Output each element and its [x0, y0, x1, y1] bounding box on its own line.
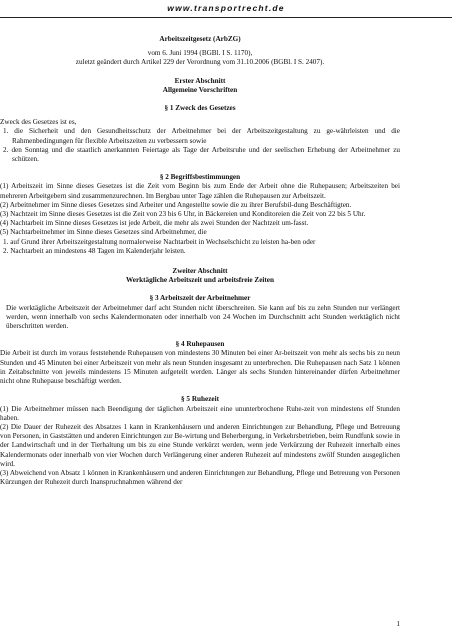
paragraph-1-list: [0, 127, 400, 164]
paragraph-5-title: § 5 Ruhezeit: [181, 395, 219, 404]
paragraph-2-text: (2) Arbeitnehmer im Sinne dieses Gesetzes sind Arbeiter und Angestellte sowie die zu ihrer Berufsbil-dung Beschäftigten.: [0, 200, 352, 209]
list-item: 1. auf Grund ihrer Arbeitszeitgestaltung normalerweise Nachtarbeit in Wechselschicht zu leisten ha-ben oder: [3, 237, 316, 246]
page-number: 1: [396, 620, 400, 628]
document-title: Arbeitszeitgesetz (ArbZG): [159, 35, 241, 43]
section-1-subheading: Allgemeine Vorschriften: [162, 85, 238, 94]
paragraph-2-list: [0, 238, 400, 256]
paragraph-1-title: § 1 Zweck des Gesetzes: [164, 104, 236, 113]
date-line-2: zuletzt geändert durch Artikel 229 der Verordnung vom 31.10.2006 (BGBl. I S. 2407).: [75, 58, 325, 67]
paragraph-5-text: (3) Abweichend von Absatz 1 können in Krankenhäusern und anderen Einrichtungen zur Behandlung, Pflege und Betreuung von Personen Kürzungen der Ruhezeit durch Inanspruchnahmen während der: [0, 468, 400, 487]
paragraph-3-title: § 3 Arbeitszeit der Arbeitnehmer: [149, 294, 251, 303]
list-item: 2. Nachtarbeit an mindestens 48 Tagen im Kalenderjahr leisten.: [3, 246, 186, 255]
paragraph-2-text: (3) Nachtzeit im Sinne dieses Gesetzes ist die Zeit von 23 bis 6 Uhr, in Bäckereien und Konditoreien die Zeit von 22 bis 5 Uhr.: [0, 210, 366, 219]
paragraph-4-text: Die Arbeit ist durch im voraus feststehende Ruhepausen von mindestens 30 Minuten bei einer Ar-beitszeit von mehr als sechs bis zu neun Stunden und 45 Minuten bei einer Arbeitszeit von mehr als neun Stunden insgesamt zu unterbrechen. Die Ruhepausen nach Satz 1 können in Zeitabschnitte von jeweils mindestens 15 Minuten aufgeteilt werden. Länger als sechs Stunden hintereinander dürfen Arbeitnehmer nicht ohne Ruhepause beschäftigt werden.: [0, 349, 400, 386]
document-body: [0, 35, 400, 487]
paragraph-3-text: Die werktägliche Arbeitszeit der Arbeitnehmer darf acht Stunden nicht überschreiten. Sie kann auf bis zu zehn Stunden nur verlängert werden, wenn innerhalb von sechs Kalendermonaten oder innerhalb von 24 Wochen im Durchschnitt acht Stunden werktäglich nicht überschritten werden.: [6, 303, 400, 331]
site-header: www.transportrecht.de: [167, 3, 285, 13]
section-2-subheading: Werktägliche Arbeitszeit und arbeitsfreie Zeiten: [126, 276, 274, 285]
paragraph-1-intro: Zweck des Gesetzes ist es,: [0, 118, 77, 127]
paragraph-5-text: (2) Die Dauer der Ruhezeit des Absatzes 1 kann in Krankenhäusern und anderen Einrichtungen zur Behandlung, Pflege und Betreuung von Personen, in Gaststätten und anderen Einrichtungen zur Be-wirtung und Beherbergung, in Verkehrsbetrieben, beim Rundfunk sowie in der Landwirtschaft und in der Tierhaltung um bis zu eine Stunde verkürzt werden, wenn jede Verkürzung der Ruhezeit innerhalb eines Kalendermonats oder innerhalb von vier Wochen durch Verlängerung einer anderen Ruhezeit auf mindestens zwölf Stunden ausgeglichen wird.: [0, 422, 400, 468]
section-2-heading: Zweiter Abschnitt: [172, 267, 228, 276]
paragraph-4-title: § 4 Ruhepausen: [175, 340, 225, 349]
paragraph-2-text: (4) Nachtarbeit im Sinne dieses Gesetzes ist jede Arbeit, die mehr als zwei Stunden der Nachtzeit um-fasst.: [0, 219, 309, 228]
paragraph-2-text: (5) Nachtarbeitnehmer im Sinne dieses Gesetzes sind Arbeitnehmer, die: [0, 228, 207, 237]
section-1-heading: Erster Abschnitt: [174, 76, 226, 85]
paragraph-2-title: § 2 Begriffsbestimmungen: [159, 173, 241, 182]
list-item: 1. die Sicherheit und den Gesundheitsschutz der Arbeitnehmer bei der Arbeitszeitgestaltung zu ge-währleisten und die Rahmenbedingungen für flexible Arbeitszeiten zu verbessern sowie: [3, 127, 400, 145]
paragraph-2-text: (1) Arbeitszeit im Sinne dieses Gesetzes ist die Zeit vom Beginn bis zum Ende der Arbeit ohne die Ruhepausen; Arbeitszeiten bei mehreren Arbeitgebern sind zusammenzurechnen. Im Bergbau unter Tage zählen die Ruhepausen zur Arbeitszeit.: [0, 182, 400, 200]
list-item: 2. den Sonntag und die staatlich anerkannten Feiertage als Tage der Arbeitsruhe und der seelischen Erhebung der Arbeitnehmer zu schützen.: [3, 145, 400, 164]
date-line-1: vom 6. Juni 1994 (BGBl. I S. 1170),: [147, 49, 253, 58]
header-divider: [0, 17, 452, 18]
paragraph-5-text: (1) Die Arbeitnehmer müssen nach Beendigung der täglichen Arbeitszeit eine ununterbrochene Ruhe-zeit von mindestens elf Stunden haben.: [0, 404, 400, 422]
